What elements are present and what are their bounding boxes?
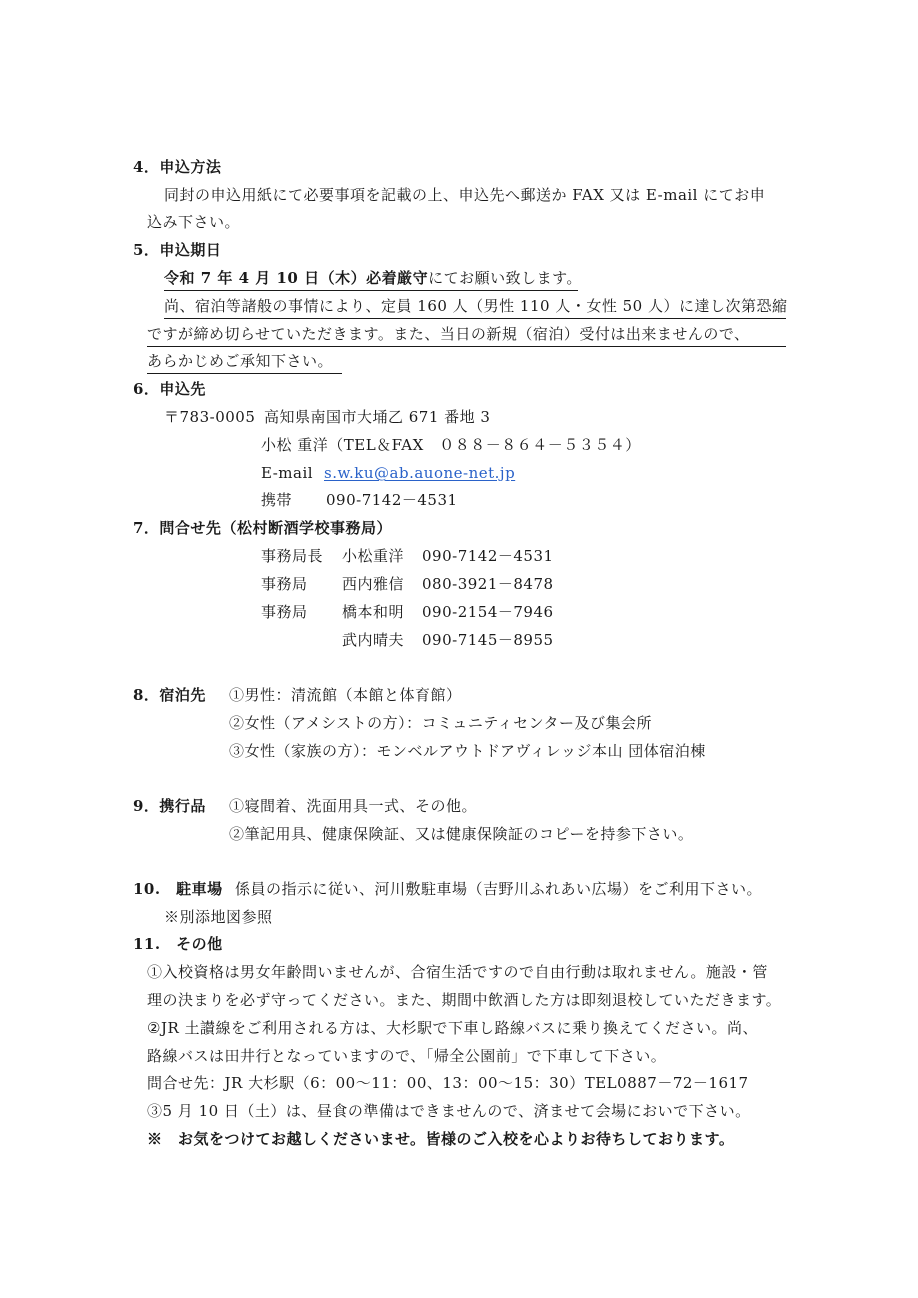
note-underline-1 <box>164 318 786 319</box>
address: 高知県南国市大埇乙 671 番地 3 <box>264 408 491 426</box>
other-line-1: ①入校資格は男女年齢問いませんが、合宿生活ですので自由行動は取れません。施設・管 <box>147 963 768 981</box>
section-5-heading: 5．申込期日 <box>133 241 222 259</box>
mobile-number: 090-7142－4531 <box>326 491 458 509</box>
other-line-4: 路線バスは田井行となっていますので、「帰全公園前」で下車して下さい。 <box>147 1047 667 1065</box>
section-11-heading: 11. その他 <box>133 935 223 953</box>
office-role: 事務局長 <box>261 547 324 565</box>
office-phone: 080-3921－8478 <box>422 575 554 593</box>
contact-name-tel: 小松 重洋（TEL＆FAX ０８８－８６４－５３５４） <box>261 436 641 454</box>
section-6-heading: 6．申込先 <box>133 380 206 398</box>
other-line-2: 理の決まりを必ず守ってください。また、期間中飲酒した方は即刻退校していただきます。 <box>147 991 782 1009</box>
lodging-item-3: ③女性（家族の方）：モンベルアウトドアヴィレッジ本山 団体宿泊棟 <box>229 742 706 760</box>
office-role: 事務局 <box>261 575 308 593</box>
section-10-heading: 10. 駐車場 <box>133 880 223 898</box>
email-link[interactable] <box>324 463 515 483</box>
deadline-underline <box>164 290 578 291</box>
office-phone: 090-7145－8955 <box>422 631 554 649</box>
belongings-item-2: ②筆記用具、健康保険証、又は健康保険証のコピーを持参下さい。 <box>229 825 694 843</box>
office-name: 武内晴夫 <box>342 631 405 649</box>
office-name: 小松重洋 <box>342 547 405 565</box>
section-4-text-line-2: 込み下さい。 <box>147 213 241 231</box>
postal-code: 〒783-0005 <box>164 408 256 426</box>
section-5-deadline <box>164 268 582 288</box>
note-underline-2 <box>147 346 786 347</box>
parking-note: ※別添地図参照 <box>164 908 273 926</box>
section-4-text-line-1: 同封の申込用紙にて必要事項を記載の上、申込先へ郵送か FAX 又は E-mail にてお申 <box>164 186 766 204</box>
email-address[interactable]: s.w.ku@ab.auone-net.jp <box>324 464 516 482</box>
other-line-6: ③5 月 10 日（土）は、昼食の準備はできませんので、済ませて会場においで下さい。 <box>147 1102 751 1120</box>
office-role: 事務局 <box>261 603 308 621</box>
office-name: 橋本和明 <box>342 603 405 621</box>
email-label: E-mail <box>261 464 314 482</box>
lodging-item-1: ①男性：清流館（本館と体育館） <box>229 686 462 704</box>
office-phone: 090-7142－4531 <box>422 547 554 565</box>
note-underline-3 <box>147 373 342 374</box>
closing-message: ※ お気をつけてお越しくださいませ。皆様のご入校を心よりお待ちしております。 <box>147 1130 735 1148</box>
office-name: 西内雅信 <box>342 575 405 593</box>
section-4-heading: 4．申込方法 <box>133 158 222 176</box>
section-7-heading: 7．問合せ先（松村断酒学校事務局） <box>133 519 392 537</box>
other-line-5: 問合せ先：JR 大杉駅（6：00～11：00、13：00～15：30）TEL0887－72－1617 <box>147 1074 749 1092</box>
deadline-date: 令和 7 年 4 月 10 日（木）必着厳守 <box>164 269 429 287</box>
section-5-note-line-2: ですが締め切らせていただきます。また、当日の新規（宿泊）受付は出来ませんので、 <box>147 325 750 343</box>
section-5-note-line-1: 尚、宿泊等諸般の事情により、定員 160 人（男性 110 人・女性 50 人）に達し次第恐縮 <box>164 297 788 315</box>
section-8-heading: 8．宿泊先 <box>133 686 206 704</box>
mobile-label: 携帯 <box>261 491 293 509</box>
deadline-rest: にてお願い致します。 <box>428 269 582 287</box>
other-line-3: ②JR 土讃線をご利用される方は、大杉駅で下車し路線バスに乗り換えてください。尚、 <box>147 1019 759 1037</box>
belongings-item-1: ①寝間着、洗面用具一式、その他。 <box>229 797 478 815</box>
office-phone: 090-2154－7946 <box>422 603 554 621</box>
section-5-note-line-3: あらかじめご承知下さい。 <box>147 352 334 370</box>
lodging-item-2: ②女性（アメシストの方）：コミュニティセンター及び集会所 <box>229 714 653 732</box>
parking-text: 係員の指示に従い、河川敷駐車場（吉野川ふれあい広場）をご利用下さい。 <box>235 880 763 898</box>
section-9-heading: 9．携行品 <box>133 797 206 815</box>
